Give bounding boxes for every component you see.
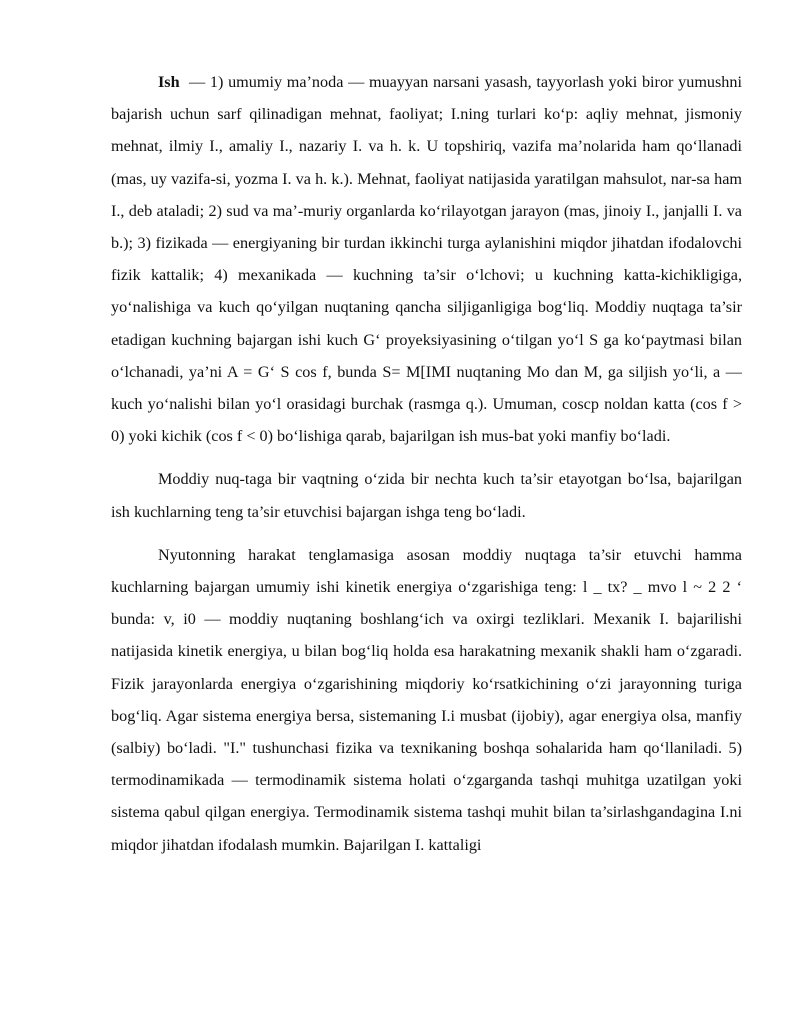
paragraph-1: [111, 66, 742, 452]
paragraph-1-text: — 1) umumiy ma’noda — muayyan narsani yasash, tayyorlash yoki biror yumushni bajarish uchun sarf qilinadigan mehnat, faoliyat; I.ning turlari ko‘p: aqliy mehnat, jismoniy mehnat, ilmiy I., amaliy I., nazariy I. va h. k. U topshiriq, vazifa ma’nolarida ham qo‘llanadi (mas, uy vazifa-si, yozma I. va h. k.). Mehnat, faoliyat natijasida yaratilgan mahsulot, nar-sa ham I., deb ataladi; 2) sud va ma’-muriy organlarda ko‘rilayotgan jarayon (mas, jinoiy I., janjalli I. va b.); 3) fizikada — energiyaning bir turdan ikkinchi turga aylanishini miqdor jihatdan ifodalovchi fizik kattalik; 4) mexanikada — kuchning ta’sir o‘lchovi; u kuchning katta-kichikligiga, yo‘nalishiga va kuch qo‘yilgan nuqtaning qancha siljiganligiga bog‘liq. Moddiy nuqtaga ta’sir etadigan kuchning bajargan ishi kuch G‘ proyeksiyasining o‘tilgan yo‘l S ga ko‘paytmasi bilan o‘lchanadi, ya’ni A = G‘ S cos f, bunda S= M[IMI nuqtaning Mo dan M, ga siljish yo‘li, a — kuch yo‘nalishi bilan yo‘l orasidagi burchak (rasmga q.). Umuman, coscp noldan katta (cos f > 0) yoki kichik (cos f < 0) bo‘lishiga qarab, bajarilgan ish mus-bat yoki manfiy bo‘ladi.: [111, 73, 742, 446]
paragraph-2: Moddiy nuq-taga bir vaqtning o‘zida bir nechta kuch ta’sir etayotgan bo‘lsa, bajarilgan ish kuchlarning teng ta’sir etuvchisi bajargan ishga teng bo‘ladi.: [111, 470, 742, 521]
entry-term: Ish: [158, 73, 180, 91]
document-page: [111, 66, 742, 861]
paragraph-3: Nyutonning harakat tenglamasiga asosan moddiy nuqtaga ta’sir etuvchi hamma kuchlarning bajargan umumiy ishi kinetik energiya o‘zgarishiga teng: l _ tx? _ mvo l ~ 2 2 ‘ bunda: v, i0 — moddiy nuqtaning boshlang‘ich va oxirgi tezliklari. Mexanik I. bajarilishi natijasida kinetik energiya, u bilan bog‘liq holda esa harakatning mexanik shakli ham o‘zgaradi. Fizik jarayonlarda energiya o‘zgarishining miqdoriy ko‘rsatkichining o‘zi jarayonning turiga bog‘liq. Agar sistema energiya bersa, sistemaning I.i musbat (ijobiy), agar energiya olsa, manfiy (salbiy) bo‘ladi. "I." tushunchasi fizika va texnikaning boshqa sohalarida ham qo‘llaniladi. 5) termodinamikada — termodinamik sistema holati o‘zgarganda tashqi muhitga uzatilgan yoki sistema qabul qilgan energiya. Termodinamik sistema tashqi muhit bilan ta’sirlashgandagina I.ni miqdor jihatdan ifodalash mumkin. Bajarilgan I. kattaligi: [111, 545, 742, 854]
